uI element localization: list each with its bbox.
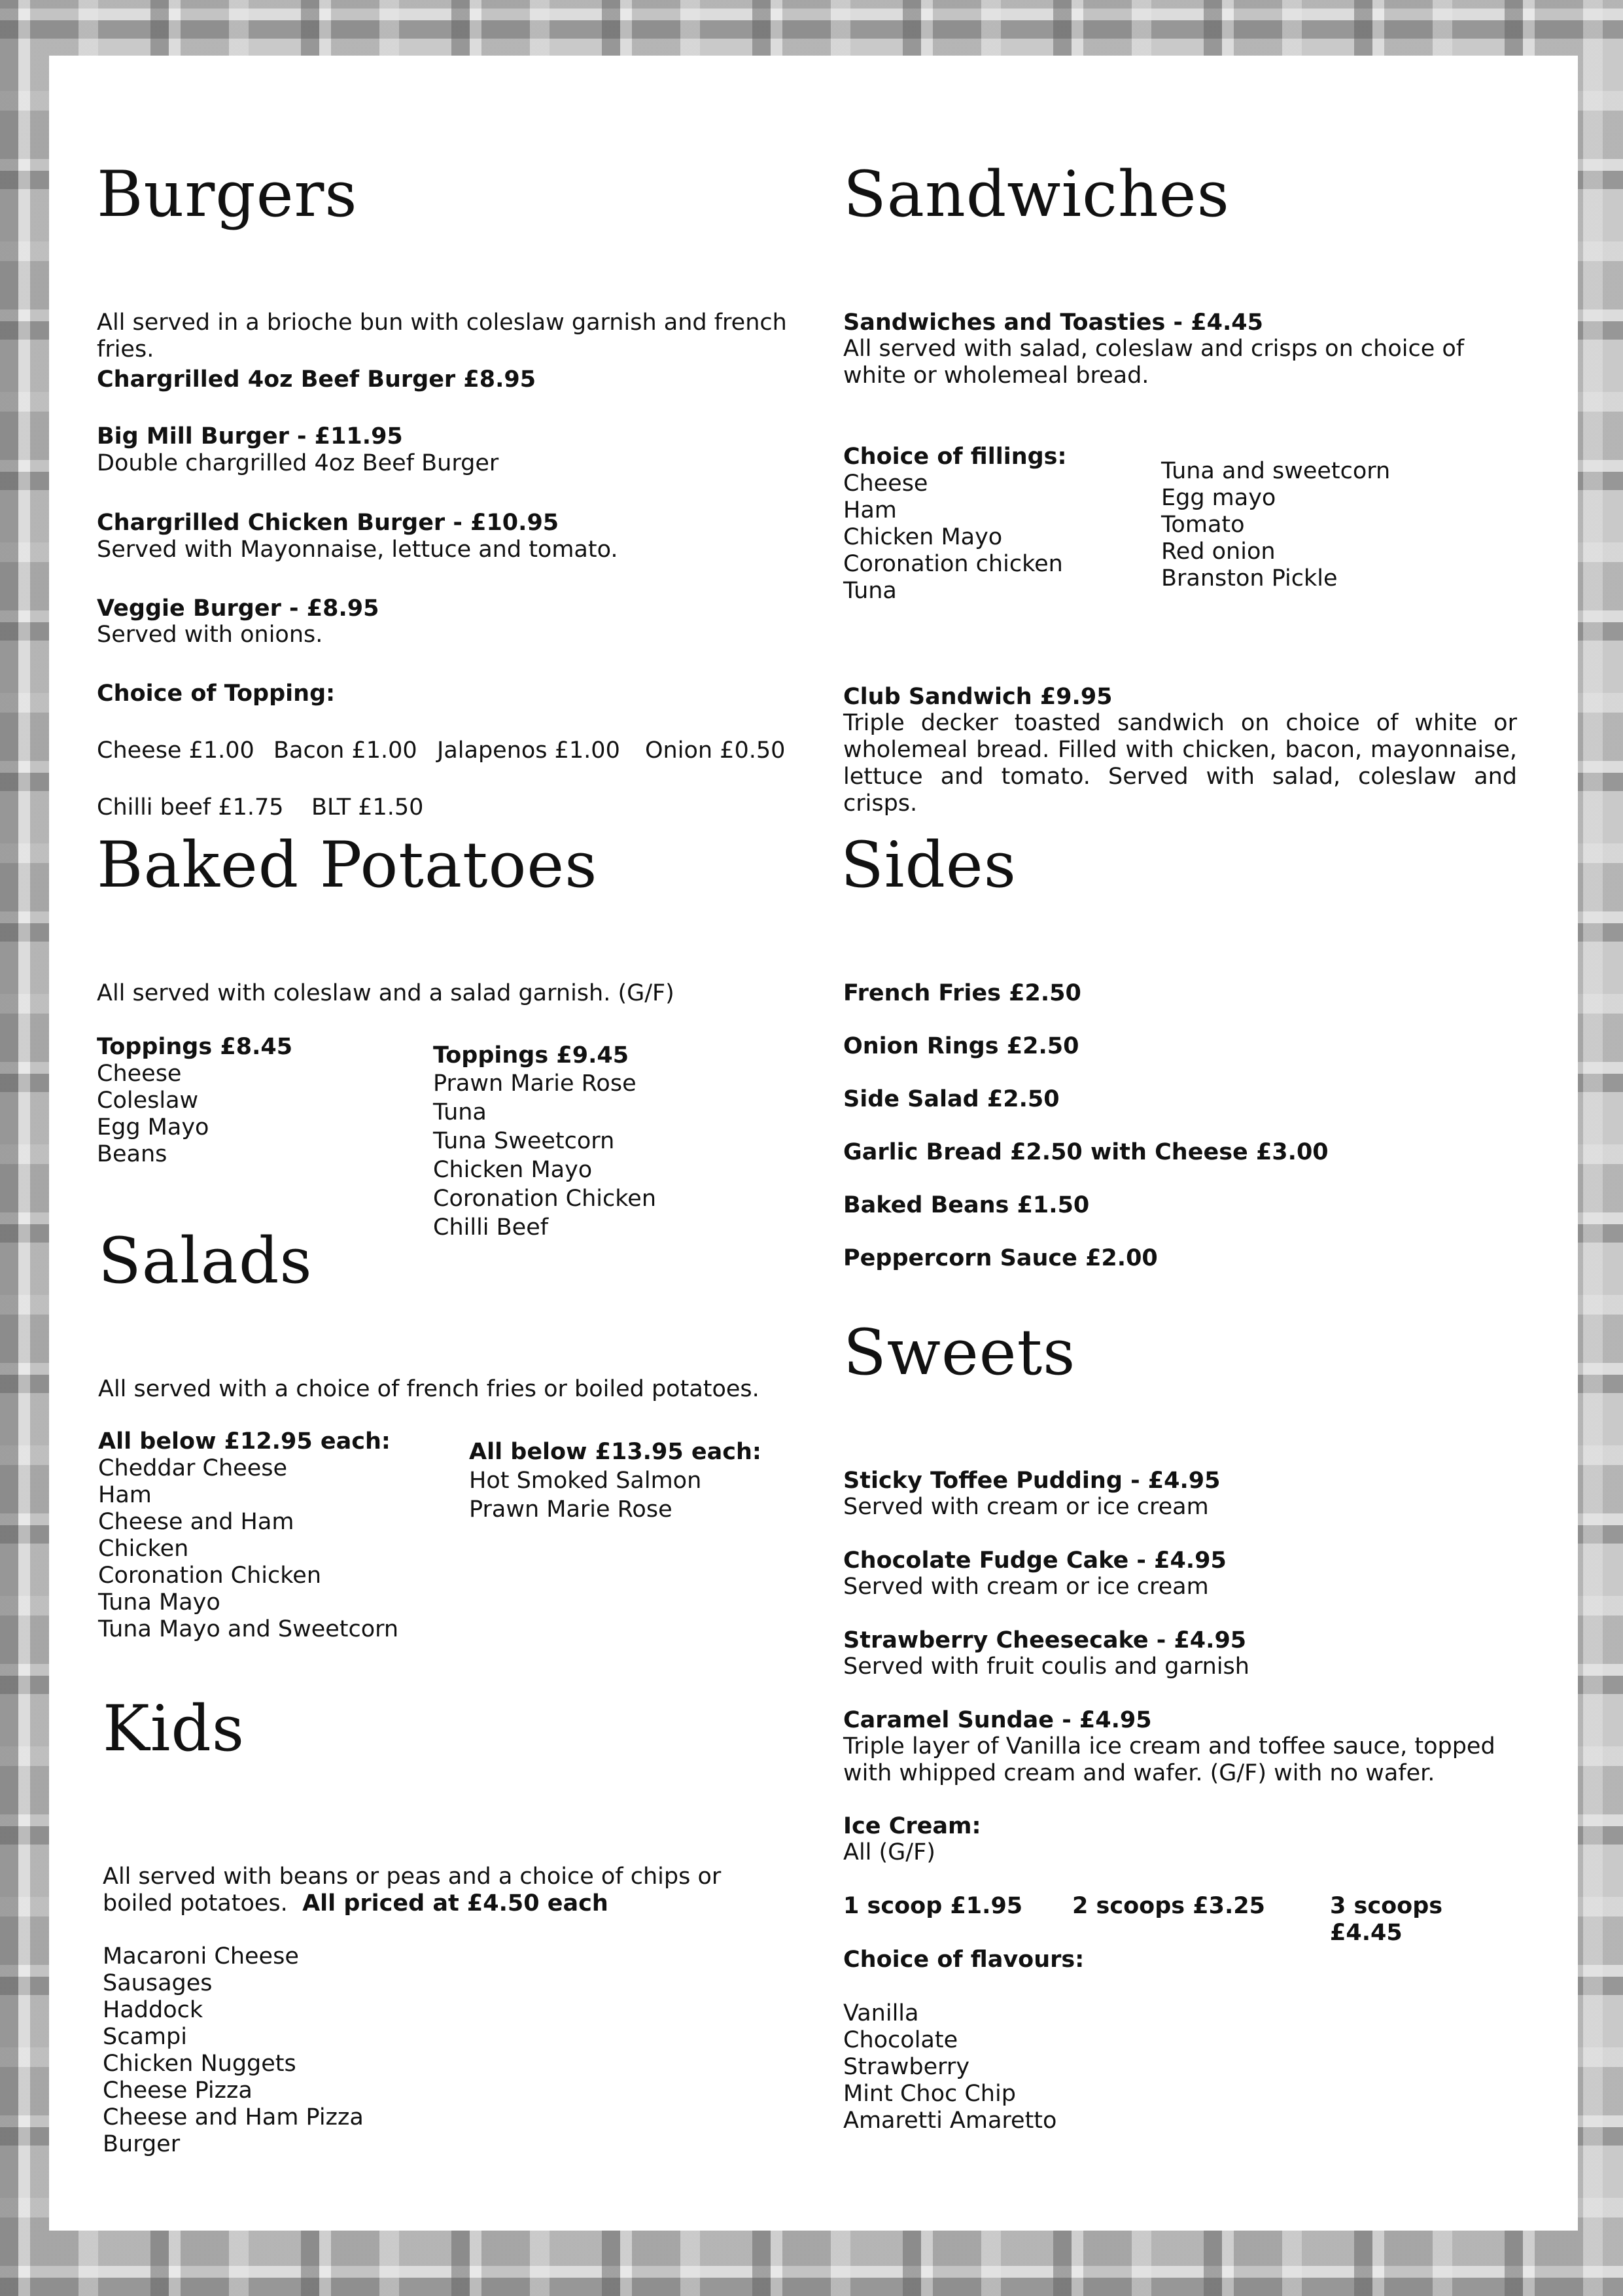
menu-page (49, 56, 1578, 2231)
filling-item: Egg mayo (1161, 485, 1276, 511)
salad-item: Coronation Chicken (98, 1563, 322, 1589)
potato-topping: Egg Mayo (97, 1114, 209, 1140)
burger-item-desc: Double chargrilled 4oz Beef Burger (97, 450, 499, 476)
potatoes-col-2 (433, 1042, 656, 1242)
salad-item: Prawn Marie Rose (469, 1496, 672, 1523)
sandwiches-title: Sandwiches (843, 158, 1230, 231)
potato-topping: Chicken Mayo (433, 1157, 593, 1183)
topping-item: Bacon £1.00 (273, 737, 417, 764)
salad-item: Tuna Mayo and Sweetcorn (98, 1616, 399, 1642)
filling-item: Coronation chicken (843, 551, 1063, 577)
topping-item: Onion £0.50 (645, 737, 786, 764)
kids-list (103, 1943, 364, 2158)
club-sandwich-name: Club Sandwich £9.95 (843, 684, 1113, 710)
sandwiches-desc: All served with salad, coleslaw and crisps on choice of white or wholemeal bread. (843, 336, 1465, 389)
kids-item: Burger (103, 2131, 181, 2157)
scoop-price: 1 scoop £1.95 (843, 1893, 1023, 1919)
potatoes-intro: All served with coleslaw and a salad garnish. (G/F) (97, 980, 674, 1006)
flavours-list (843, 2000, 1056, 2134)
topping-item: BLT £1.50 (311, 794, 424, 821)
sides-title: Sides (841, 828, 1017, 902)
scoop-price: 2 scoops £3.25 (1072, 1893, 1265, 1919)
ice-cream-note: All (G/F) (843, 1839, 935, 1865)
sweet-item-name: Chocolate Fudge Cake - £4.95 (843, 1547, 1227, 1574)
potato-topping: Tuna (433, 1099, 487, 1125)
side-item: Onion Rings £2.50 (843, 1033, 1079, 1059)
flavour-item: Vanilla (843, 2000, 919, 2026)
sweet-item-desc: Served with cream or ice cream (843, 1494, 1209, 1520)
burgers-intro: All served in a brioche bun with coleslaw garnish and french fries. (97, 309, 787, 362)
kids-item: Cheese and Ham Pizza (103, 2104, 364, 2130)
sandwiches-heading: Sandwiches and Toasties - £4.45 (843, 309, 1263, 336)
filling-item: Tomato (1161, 512, 1245, 538)
flavours-heading: Choice of flavours: (843, 1947, 1085, 1973)
scoop-price: 3 scoops £4.45 (1330, 1893, 1443, 1946)
sweet-item-desc: Served with cream or ice cream (843, 1574, 1209, 1600)
side-item: Baked Beans £1.50 (843, 1192, 1090, 1218)
salads-col-2 (469, 1438, 761, 1524)
salad-item: Cheese and Ham (98, 1509, 294, 1535)
salad-item: Ham (98, 1482, 152, 1508)
kids-item: Scampi (103, 2024, 187, 2050)
topping-heading: Choice of Topping: (97, 680, 336, 707)
salad-item: Hot Smoked Salmon (469, 1468, 702, 1494)
sweet-item-desc: Served with fruit coulis and garnish (843, 1653, 1249, 1680)
potatoes-title: Baked Potatoes (97, 828, 598, 902)
flavour-item: Amaretti Amaretto (843, 2108, 1057, 2134)
flavour-item: Chocolate (843, 2027, 958, 2053)
salads-col-1 (98, 1428, 398, 1643)
filling-item: Cheese (843, 470, 928, 497)
salad-item: Cheddar Cheese (98, 1455, 288, 1481)
fillings-list-right (1161, 458, 1390, 592)
potatoes-col-heading: Toppings £9.45 (433, 1042, 629, 1069)
filling-item: Tuna and sweetcorn (1161, 458, 1391, 484)
topping-item: Cheese £1.00 (97, 737, 254, 764)
burger-item-desc: Served with onions. (97, 622, 323, 648)
flavour-item: Strawberry (843, 2054, 970, 2080)
sweet-item-name: Strawberry Cheesecake - £4.95 (843, 1627, 1247, 1653)
side-item: French Fries £2.50 (843, 980, 1081, 1006)
ice-cream-heading: Ice Cream: (843, 1813, 981, 1839)
salad-item: Tuna Mayo (98, 1589, 220, 1616)
kids-intro-text: All served with beans or peas and a choice of chips or boiled potatoes. (103, 1863, 722, 1916)
kids-price-note: All priced at £4.50 each (302, 1890, 608, 1916)
potatoes-col-heading: Toppings £8.45 (97, 1034, 293, 1060)
sweet-item-name: Caramel Sundae - £4.95 (843, 1707, 1152, 1733)
kids-intro (103, 1863, 796, 1917)
flavour-item: Mint Choc Chip (843, 2081, 1016, 2107)
burger-item-name: Big Mill Burger - £11.95 (97, 423, 403, 450)
kids-item: Haddock (103, 1997, 203, 2023)
salads-col-heading: All below £13.95 each: (469, 1439, 761, 1465)
potatoes-section (97, 828, 843, 1241)
potato-topping: Coleslaw (97, 1087, 199, 1114)
burgers-section (97, 158, 843, 821)
potato-topping: Prawn Marie Rose (433, 1070, 637, 1097)
sandwiches-section (843, 158, 1517, 817)
sweet-item-name: Sticky Toffee Pudding - £4.95 (843, 1468, 1221, 1494)
club-sandwich-desc: Triple decker toasted sandwich on choice of white or wholemeal bread. Filled with chicken, bacon, mayonnaise, lettuce and tomato. Served with salad, coleslaw and crisps. (843, 710, 1517, 817)
sweets-section (843, 1316, 1517, 2134)
potato-topping: Cheese (97, 1061, 182, 1087)
filling-item: Chicken Mayo (843, 524, 1003, 550)
salads-intro: All served with a choice of french fries or boiled potatoes. (98, 1376, 759, 1402)
potato-topping: Tuna Sweetcorn (433, 1128, 615, 1154)
topping-item: Chilli beef £1.75 (97, 794, 284, 821)
filling-item: Branston Pickle (1161, 565, 1338, 592)
potato-topping: Chilli Beef (433, 1214, 549, 1241)
topping-item: Jalapenos £1.00 (437, 737, 620, 764)
potatoes-col-1 (97, 1034, 292, 1168)
fillings-list-left (843, 470, 1063, 605)
side-item: Garlic Bread £2.50 with Cheese £3.00 (843, 1139, 1329, 1165)
filling-item: Ham (843, 497, 897, 523)
salads-title: Salads (98, 1224, 313, 1298)
burger-item-name: Chargrilled 4oz Beef Burger £8.95 (97, 366, 536, 393)
sides-section (841, 828, 1514, 1271)
burger-item-desc: Served with Mayonnaise, lettuce and tomato. (97, 537, 618, 563)
potato-topping: Coronation Chicken (433, 1186, 657, 1212)
kids-item: Macaroni Cheese (103, 1943, 299, 1969)
kids-section (103, 1692, 848, 2157)
salads-section (98, 1224, 844, 1642)
side-item: Side Salad £2.50 (843, 1086, 1060, 1112)
salads-col-heading: All below £12.95 each: (98, 1428, 391, 1455)
salad-item: Chicken (98, 1536, 189, 1562)
kids-title: Kids (103, 1692, 245, 1765)
filling-item: Tuna (843, 578, 897, 604)
sweet-item-desc: Triple layer of Vanilla ice cream and toffee sauce, topped with whipped cream and wafer. (G/F) with no wafer. (843, 1733, 1495, 1786)
burger-item-name: Chargrilled Chicken Burger - £10.95 (97, 510, 559, 536)
kids-item: Chicken Nuggets (103, 2051, 296, 2077)
kids-item: Sausages (103, 1970, 213, 1996)
burger-item-name: Veggie Burger - £8.95 (97, 595, 379, 622)
kids-item: Cheese Pizza (103, 2077, 253, 2104)
side-item: Peppercorn Sauce £2.00 (843, 1245, 1158, 1271)
potato-topping: Beans (97, 1141, 167, 1167)
filling-item: Red onion (1161, 539, 1276, 565)
burgers-title: Burgers (97, 158, 358, 231)
sweets-title: Sweets (843, 1316, 1076, 1389)
fillings-heading: Choice of fillings: (843, 444, 1067, 470)
